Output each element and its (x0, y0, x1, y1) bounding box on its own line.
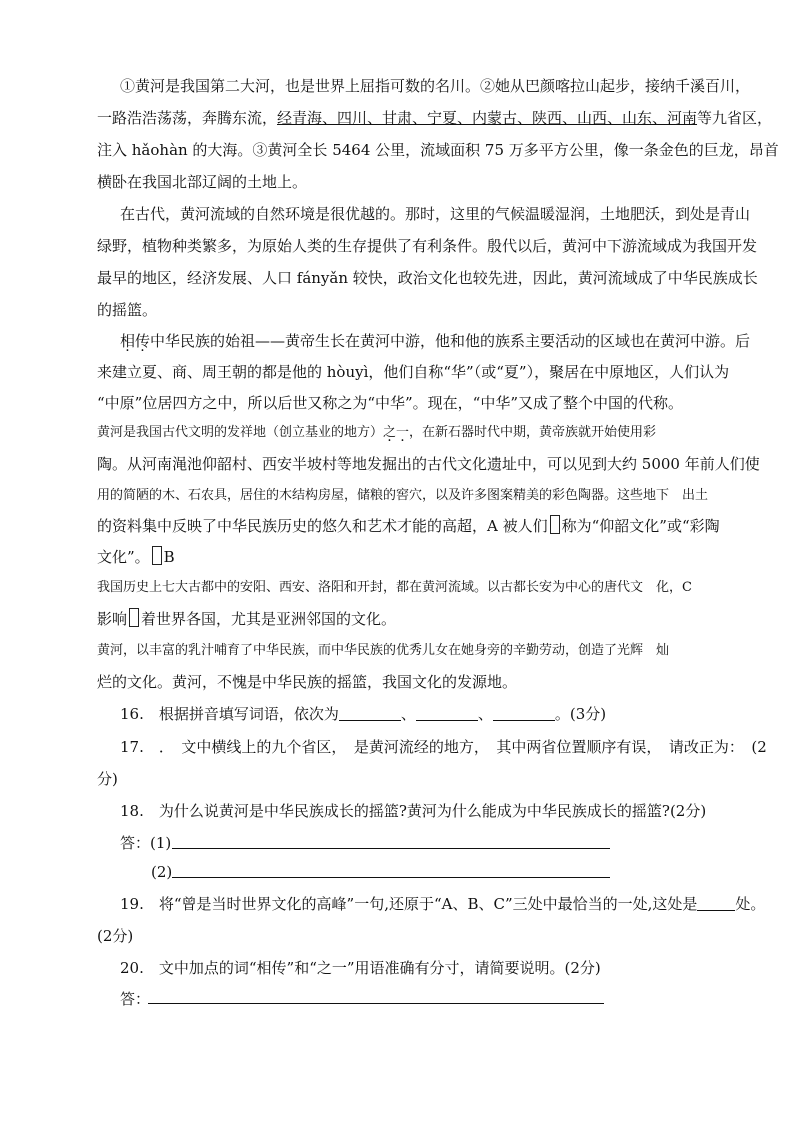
provinces-underlined: 经青海、四川、甘肃、宁夏、内蒙古、陕西、山西、山东、河南 (277, 109, 698, 127)
passage-p2-line1: 在古代，黄河流域的自然环境是很优越的。那时，这里的气候温暖湿润，土地肥沃，到处是青山 (120, 205, 751, 223)
dotted-char: 之 (383, 425, 397, 440)
passage-p5-line2 (97, 608, 396, 629)
answer-line[interactable] (172, 877, 610, 878)
passage-p6-line1: 黄河，以丰富的乳汁哺育了中华民族，而中华民族的优秀儿女在她身旁的辛勤劳动，创造了光辉 灿 (97, 643, 670, 658)
question-16-sep: 、 (400, 705, 416, 723)
insert-mark-box (152, 546, 162, 565)
answer-blank[interactable] (416, 706, 478, 721)
passage-p3-line1-rest: 中华民族的始祖——黄帝生长在黄河中游，他和他的族系主要活动的区域也在黄河中游。后 (150, 332, 751, 350)
question-18: 18. 为什么说黄河是中华民族成长的摇篮?黄河为什么能成为中华民族成长的摇篮?(2分) (120, 802, 707, 820)
passage-p2-line3: 最早的地区，经济发展、人口 fányǎn 较快，政治文化也较先进，因此，黄河流域成了中华民族成长 (97, 269, 758, 287)
answer-blank[interactable] (697, 896, 735, 911)
passage-p1-line2 (97, 108, 772, 128)
question-16-sep: 、 (477, 705, 493, 723)
insert-mark-box (129, 608, 139, 627)
answer-line[interactable] (148, 1003, 604, 1004)
passage-p4-line5 (97, 546, 175, 567)
passage-p4-line2: 陶。从河南渑池仰韶村、西安半坡村等地发掘出的古代文化遗址中，可以见到大约 5000 年前人们使 (97, 455, 760, 473)
answer-line[interactable] (172, 848, 610, 849)
passage-p2-line4: 的摇篮。 (97, 301, 158, 319)
question-17: 17. ． 文中横线上的九个省区， 是黄河流经的地方， 其中两省位置顺序有误， 请改正为： (2 (120, 738, 767, 756)
passage-p3-line1 (120, 331, 750, 351)
passage-p6-line2: 烂的文化。黄河，不愧是中华民族的摇篮，我国文化的发源地。 (97, 673, 518, 691)
question-19-text: 19. 将“曾是当时世界文化的高峰”一句,还原于“A、B、C”三处中最恰当的一处,这处是 (120, 895, 698, 913)
passage-p5-line1: 我国历史上七大古都中的安阳、西安、洛阳和开封，都在黄河流域。以古都长安为中心的唐代文 化，C (97, 580, 692, 595)
question-18-answer-1-label: 答：(1) (120, 834, 172, 852)
passage-p4-line4 (97, 515, 720, 536)
passage-p4-line3: 用的简陋的木、石农具，居住的木结构房屋，储粮的窖穴，以及许多图案精美的彩色陶器。这些地下 出土 (97, 488, 709, 503)
question-16 (120, 704, 606, 724)
passage-p4-line4-end: 称为“仰韶文化”或“彩陶 (561, 517, 720, 535)
answer-blank[interactable] (493, 706, 555, 721)
question-18-answer-2-label: (2) (151, 863, 173, 881)
passage-p3-line3: “中原”位居四方之中，所以后世又称之为“中华”。现在，“中华”又成了整个中国的代称。 (97, 394, 684, 412)
insert-mark-box (550, 515, 560, 534)
passage-p5-line2-end: 着世界各国，尤其是亚洲邻国的文化。 (141, 610, 397, 628)
question-16-text: 16. 根据拼音填写词语，依次为 (120, 705, 339, 723)
passage-p1-line1: ①黄河是我国第二大河，也是世界上屈指可数的名川。②她从巴颜喀拉山起步，接纳千溪百川， (120, 77, 751, 95)
dotted-char: 传 (135, 332, 151, 350)
question-19 (120, 894, 765, 914)
passage-p4-line1-end: ，在新石器时代中期，黄帝族就开始使用彩 (409, 425, 657, 440)
passage-p5-line2-start: 影响 (97, 610, 128, 628)
insert-label-b: B (163, 548, 175, 566)
question-20: 20. 文中加点的词“相传”和“之一”用语准确有分寸，请简要说明。(2分) (120, 959, 601, 977)
answer-blank[interactable] (339, 706, 401, 721)
passage-p2-line2: 绿野，植物种类繁多，为原始人类的生存提供了有利条件。殷代以后，黄河中下游流域成为我国开发 (97, 237, 758, 255)
question-16-end: 。(3分) (554, 705, 607, 723)
passage-p4-line5-start: 文化”。 (97, 548, 150, 566)
passage-p4-line4-start: 的资料集中反映了中华民族历史的悠久和艺术才能的高超，A 被人们 (97, 517, 548, 535)
dotted-char: 相 (120, 332, 136, 350)
passage-p3-line2: 来建立夏、商、周王朝的都是他的 hòuyì，他们自称“华”（或“夏”），聚居在中原地区，人们认为 (97, 363, 730, 381)
question-20-answer-label: 答： (120, 990, 151, 1008)
passage-p4-line1-start: 黄河是我国古代文明的发祥地（创立基业的地方） (97, 425, 384, 440)
dotted-char: 一 (396, 425, 410, 440)
passage-p1-line2-end: 等九省区， (697, 109, 773, 127)
question-19-cont: (2分) (97, 927, 134, 945)
passage-p4-line1 (97, 423, 656, 443)
passage-p1-line2-start: 一路浩浩荡荡，奔腾东流， (97, 109, 278, 127)
question-17-cont: 分) (97, 770, 118, 788)
passage-p1-line3: 注入 hǎohàn 的大海。③黄河全长 5464 公里，流域面积 75 万多平方公里，像一条金色的巨龙，昂首 (97, 141, 779, 159)
question-19-end: 处。 (735, 895, 766, 913)
passage-p1-line4: 横卧在我国北部辽阔的土地上。 (97, 173, 308, 191)
